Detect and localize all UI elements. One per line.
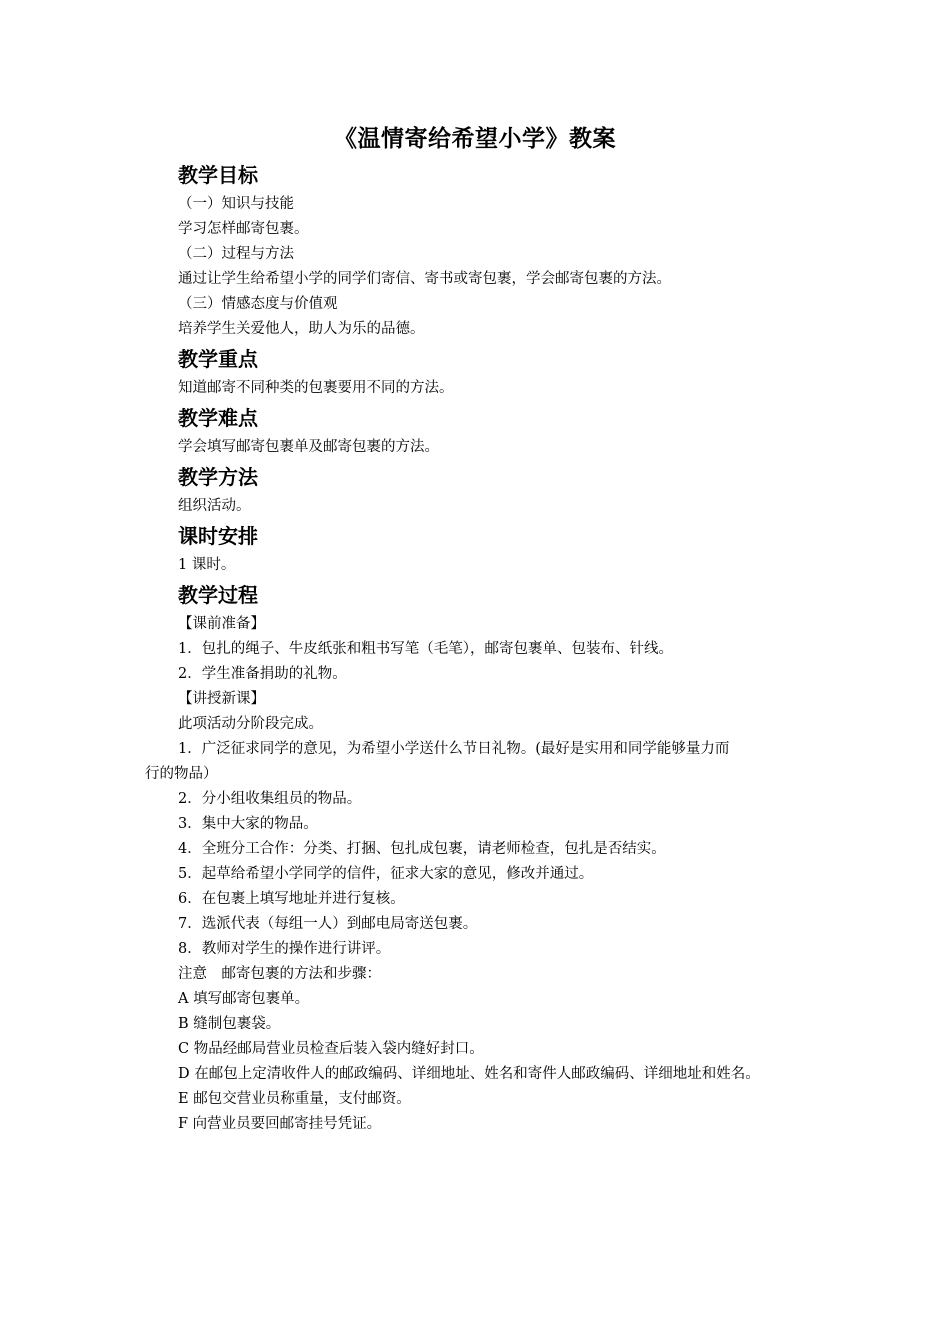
note-step: E 邮包交营业员称重量，支付邮资。 — [178, 1091, 411, 1107]
objective-subheading-3: （三）情感态度与价值观 — [178, 296, 338, 312]
document-title: 《温情寄给希望小学》教案 — [334, 126, 616, 152]
prep-item: 1．包扎的绳子、牛皮纸张和粗书写笔（毛笔），邮寄包裹单、包装布、针线。 — [178, 641, 673, 657]
note-step: A 填写邮寄包裹单。 — [178, 991, 310, 1007]
heading-objectives: 教学目标 — [178, 163, 258, 187]
heading-difficulty: 教学难点 — [178, 406, 258, 430]
key-points-text: 知道邮寄不同种类的包裹要用不同的方法。 — [178, 380, 454, 396]
objective-text-2: 通过让学生给希望小学的同学们寄信、寄书或寄包裹，学会邮寄包裹的方法。 — [178, 271, 671, 287]
process-step: 2．分小组收集组员的物品。 — [178, 791, 362, 807]
objective-subheading-1: （一）知识与技能 — [178, 196, 294, 212]
objective-text-3: 培养学生关爱他人，助人为乐的品德。 — [178, 321, 425, 337]
process-step: 3．集中大家的物品。 — [178, 816, 318, 832]
process-step: 6．在包裹上填写地址并进行复核。 — [178, 891, 405, 907]
prep-item: 2．学生准备捐助的礼物。 — [178, 666, 347, 682]
heading-key-points: 教学重点 — [178, 347, 258, 371]
note-step: B 缝制包裹袋。 — [178, 1016, 281, 1032]
difficulty-text: 学会填写邮寄包裹单及邮寄包裹的方法。 — [178, 439, 439, 455]
note-step: D 在邮包上定清收件人的邮政编码、详细地址、姓名和寄件人邮政编码、详细地址和姓名。 — [178, 1066, 760, 1082]
heading-process: 教学过程 — [178, 583, 258, 607]
new-lesson-label: 【讲授新课】 — [178, 691, 265, 707]
heading-schedule: 课时安排 — [178, 524, 258, 548]
document-body — [0, 158, 950, 1137]
note-heading: 注意 邮寄包裹的方法和步骤： — [178, 966, 381, 982]
method-text: 组织活动。 — [178, 498, 251, 514]
prep-label: 【课前准备】 — [178, 616, 265, 632]
heading-method: 教学方法 — [178, 465, 258, 489]
process-intro: 此项活动分阶段完成。 — [178, 716, 323, 732]
objective-subheading-2: （二）过程与方法 — [178, 246, 294, 262]
process-step: 7．选派代表（每组一人）到邮电局寄送包裹。 — [178, 916, 478, 932]
process-step: 1．广泛征求同学的意见，为希望小学送什么节日礼物。(最好是实用和同学能够量力而 — [178, 741, 730, 757]
objective-text-1: 学习怎样邮寄包裹。 — [178, 221, 309, 237]
note-step: C 物品经邮局营业员检查后装入袋内缝好封口。 — [178, 1041, 484, 1057]
note-step: F 向营业员要回邮寄挂号凭证。 — [178, 1116, 382, 1132]
process-step: 5．起草给希望小学同学的信件，征求大家的意见，修改并通过。 — [178, 866, 594, 882]
process-step: 8．教师对学生的操作进行讲评。 — [178, 941, 391, 957]
process-step-continuation: 行的物品） — [145, 766, 218, 782]
process-step: 4．全班分工合作：分类、打捆、包扎成包裹，请老师检查，包扎是否结实。 — [178, 841, 666, 857]
schedule-text: 1 课时。 — [178, 557, 236, 573]
